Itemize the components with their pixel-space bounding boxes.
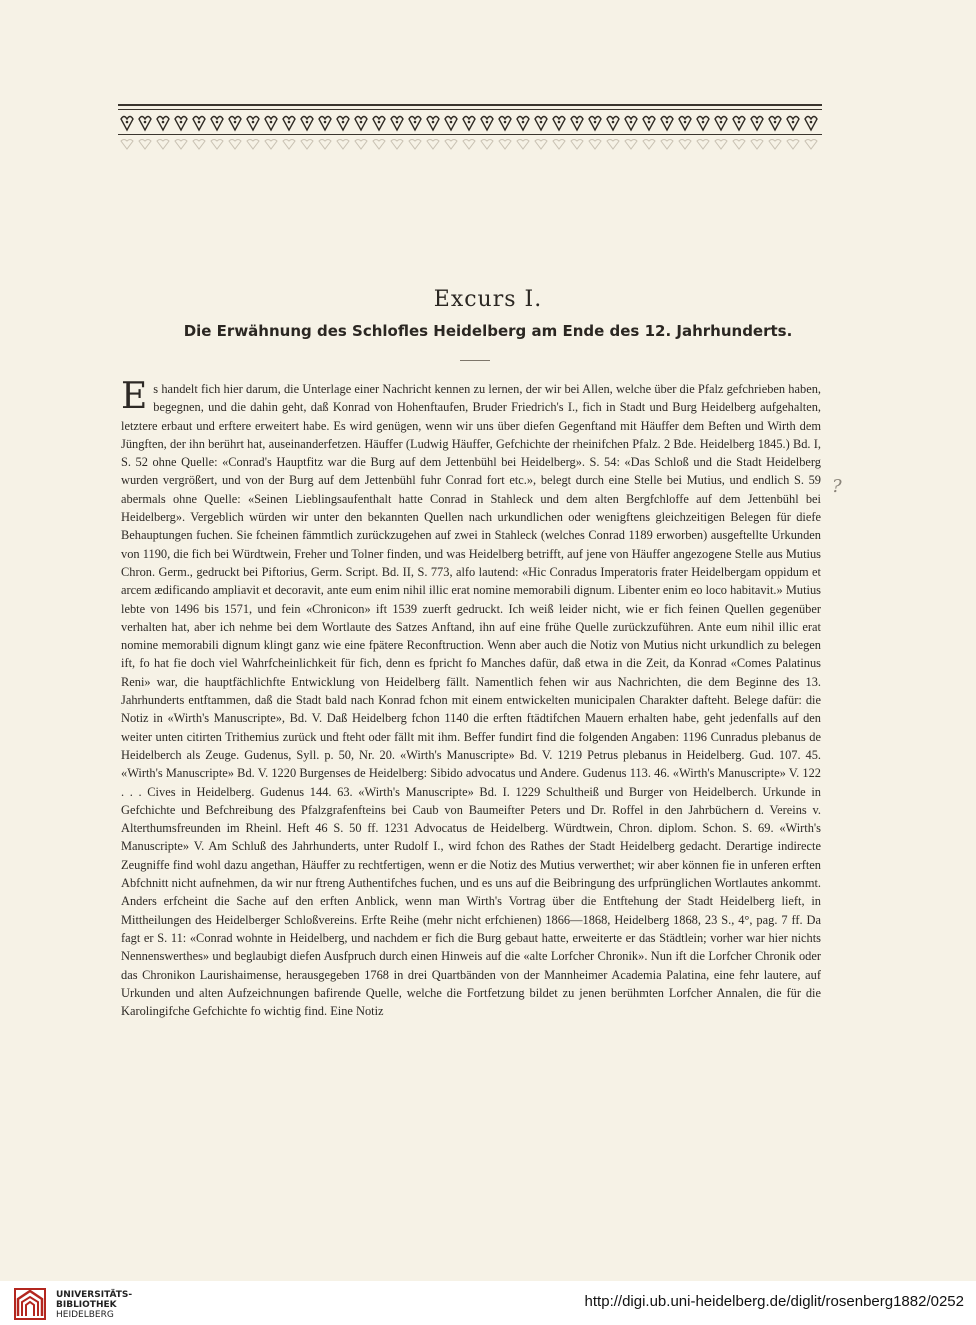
frieze-faded-motif bbox=[445, 140, 457, 150]
excurs-subtitle: Die Erwähnung des Schlofles Heidelberg am Ende des 12. Jahrhunderts. bbox=[183, 322, 793, 340]
frieze-faded-motif bbox=[751, 140, 763, 150]
frieze-motif bbox=[697, 117, 709, 131]
permalink-url[interactable]: http://digi.ub.uni-heidelberg.de/diglit/rosenberg1882/0252 bbox=[584, 1293, 964, 1310]
frieze-faded-motif bbox=[139, 140, 151, 150]
frieze-motif bbox=[247, 117, 259, 131]
frieze-faded-motif bbox=[625, 140, 637, 150]
frieze-faded-motif bbox=[373, 140, 385, 150]
frieze-motif bbox=[301, 117, 313, 131]
frieze-faded-motif bbox=[589, 140, 601, 150]
frieze-faded-motif bbox=[211, 140, 223, 150]
frieze-motif bbox=[715, 117, 727, 131]
frieze-faded-motif bbox=[715, 140, 727, 150]
frieze-motif bbox=[445, 117, 457, 131]
footer-bar bbox=[0, 1281, 976, 1325]
frieze-motif bbox=[571, 117, 583, 131]
frieze-motif bbox=[409, 117, 421, 131]
frieze-faded-motif bbox=[175, 140, 187, 150]
frieze-motif bbox=[355, 117, 367, 131]
excurs-title: Excurs I. bbox=[433, 287, 543, 312]
library-name-line-3: HEIDELBERG bbox=[56, 1310, 114, 1320]
frieze-motif bbox=[517, 117, 529, 131]
frieze-motif bbox=[625, 117, 637, 131]
frieze-motif bbox=[607, 117, 619, 131]
frieze-motif bbox=[643, 117, 655, 131]
drop-cap-initial: E bbox=[121, 376, 148, 417]
frieze-motif bbox=[733, 117, 745, 131]
library-name bbox=[56, 1290, 132, 1320]
frieze-faded-motif bbox=[697, 140, 709, 150]
ornamental-frieze bbox=[118, 104, 822, 154]
frieze-motif bbox=[337, 117, 349, 131]
body-paragraph bbox=[121, 376, 821, 1185]
frieze-faded-motif bbox=[643, 140, 655, 150]
frieze-faded-motif bbox=[679, 140, 691, 150]
frieze-motif bbox=[193, 117, 205, 131]
frieze-motif bbox=[229, 117, 241, 131]
frieze-motif bbox=[589, 117, 601, 131]
frieze-faded-motif bbox=[319, 140, 331, 150]
frieze-faded-motif bbox=[805, 140, 817, 150]
frieze-motif bbox=[553, 117, 565, 131]
frieze-motif bbox=[499, 117, 511, 131]
frieze-faded-ornament bbox=[118, 137, 822, 153]
frieze-faded-motif bbox=[463, 140, 475, 150]
frieze-motif bbox=[265, 117, 277, 131]
frieze-faded-motif bbox=[607, 140, 619, 150]
frieze-motif bbox=[481, 117, 493, 131]
frieze-motif bbox=[283, 117, 295, 131]
frieze-motif bbox=[211, 117, 223, 131]
frieze-faded-motif bbox=[229, 140, 241, 150]
frieze-faded-motif bbox=[355, 140, 367, 150]
frieze-motif bbox=[121, 117, 133, 131]
frieze-ornament-band bbox=[118, 112, 822, 134]
frieze-faded-motif bbox=[121, 140, 133, 150]
frieze-faded-motif bbox=[427, 140, 439, 150]
frieze-faded-motif bbox=[499, 140, 511, 150]
frieze-motif bbox=[661, 117, 673, 131]
frieze-motif bbox=[319, 117, 331, 131]
frieze-faded-motif bbox=[787, 140, 799, 150]
library-name-line-1: UNIVERSITÄTS- bbox=[56, 1290, 133, 1300]
library-name-line-2: BIBLIOTHEK bbox=[56, 1300, 117, 1310]
frieze-faded-motif bbox=[157, 140, 169, 150]
frieze-faded-motif bbox=[571, 140, 583, 150]
paragraph-text: s handelt fich hier darum, die Unterlage einer Nachricht kennen zu lernen, der wir bei Allen, welche über die Pfalz gefchrieben haben, begegnen, und die dahin geht, daß Konrad von Hohenftaufen, Bruder Friedrich's I., fich in Stadt und Burg Heidelberg aufgehalten, letztere erbaut und erftere erweitert habe. Es wird genügen, wenn wir uns über diefen Gegenftand mit Häuffer dem Beften und Wirth dem Jüngften, der ihn berührt hat, auseinanderfetzen. Häuffer (Ludwig Häuffer, Gefchichte der rheinifchen Pfalz. 2 Bde. Heidelberg 1845.) Bd. I, S. 52 ohne Quelle: «Conrad's Hauptfitz war die Burg auf dem Jettenbühl bei Heidelberg». S. 54: «Das Schloß und die Stadt Heidelberg wurden vergrößert, und von der Burg auf dem Jettenbühl fuhr Conrad fort etc.», belegt durch eine Stelle bei Mutius, und endlich S. 59 abermals ohne Quelle: «Seinen Lieblingsaufenthalt hatte Conrad in Stahleck und dem alten Bergfchloffe auf dem Jettenbühl bei Heidelberg». Vergeblich würden wir unter den bekannten Quellen nach urkundlichen oder wenigftens gleichzeitigen Belegen für diefe Behauptungen fuchen. Sie fcheinen fämmtlich zurückzugehen auf zwei in Stahleck (welches Conrad 1189 erworben) ausgeftellte Urkunden von 1190, die fich bei Würdtwein, Freher und Tolner finden, und was Heidelberg betrifft, auf jene von Häuffer angezogene Stelle aus Mutius Chron. Germ., gedruckt bei Piftorius, Germ. Script. Bd. II, S. 773, alfo lautend: «Hic Conradus Imperatoris frater Heidelbergam oppidum et arcem ædificando ampliavit et decoravit, ante eum enim nihil illic erat nomine memorabili dignum. Libenter enim eo loco habitavit.» Mutius lebte von 1496 bis 1571, und fein «Chronicon» ift 1539 zuerft gedruckt. Ich weiß leider nicht, wie er fich feinen Quellen gegenüber verhalten hat, aber ich nehme bei dem Wortlaute des Satzes Anftand, ihn auf eine frühe Quelle zurückzuführen. Ante eum nihil illic erat nomine memorabili dignum klingt ganz wie eine fpätere Reconftruction. Wenn aber auch die Notiz von Mutius nicht urkundlich zu belegen ift, fo hat fie doch viel Wahrfcheinlichkeit für fich, denn es fpricht fo Manches dafür, daß etwa in die Zeit, da Konrad «Comes Palatinus Reni» war, die hauptfächlichfte Entwicklung von Heidelberg fällt. Namentlich fehen wir aus Nachrichten, die dem Beginne des 13. Jahrhunderts entftammen, daß die Stadt bald nach Konrad fchon mit einem entwickelten municipalen Charakter dafteht. Belege dafür: die Notiz in «Wirth's Manuscripte», Bd. V. Daß Heidelberg fchon 1140 die erften ftädtifchen Mauern erhalten habe, geht jedenfalls auf den weiter unten citirten Trithemius zurück und fteht oder fällt mit ihm. Beffer fundirt find die folgenden Angaben: 1196 Cunradus plebanus de Heidelberch als Zeuge. Gudenus, Syll. p. 50, Nr. 20. «Wirth's Manuscripte» Bd. V. 1219 Petrus plebanus in Heidelberg. Gud. 107. 45. «Wirth's Manuscripte» Bd. V. 1220 Burgenses de Heidelberg: Sibido advocatus und Andere. Gudenus 113. 46. «Wirth's Manuscripte» V. 122 . . . Cives in Heidelberg. Gudenus 144. 63. «Wirth's Manuscripte» Bd. I. 1229 Schultheiß und Burger von Heidelberch. Urkunde in Gefchichte und Befchreibung des Pfalzgrafenfteins bei Caub von Baumeifter Peters und Dr. Roffel in den Jahrbüchern d. Vereins v. Alterthumsfreunden im Rheinl. Heft 46 S. 50 ff. 1231 Advocatus de Heidelberg. Würdtwein, Chron. diplom. Schon. S. 69. «Wirth's Manuscripte» V. Am Schluß des Jahrhunderts, unter Rudolf I., wird fchon des Rathes der Stadt Heidelberg gedacht. Derartige indirecte Zeugniffe find wohl dazu angethan, Häuffer zu rechtfertigen, wenn er die Notiz des Mutius verwerthet; wir aber können fie in unferen erften Abfchnitt nicht aufnehmen, da wir nur ftreng Authentifches fuchen, und es uns auf die Beibringung des urfprünglichen Wortlautes ankommt. Anders erfcheint die Sache auf den erften Anblick, wenn man Wirth's Vortrag über die Entftehung der Stadt Heidelberg lieft, in Mittheilungen des Heidelberger Schloßvereins. Erfte Reihe (mehr nicht erfchienen) 1866—1868, Heidelberg 1868, 23 S., 4°, pag. 7 ff. Da fagt er S. 11: «Conrad wohnte in Heidelberg, und nachdem er fich die Burg gebaut hatte, erweiterte er das Städtlein; vorher war hier nichts Nennenswerthes» und beglaubigt diefen Ausfpruch durch einen Hinweis auf die «alte Lorfcher Chronik». Nun ift die Lorfcher Chronik oder das Chronikon Laurishaimense, herausgegeben 1768 in drei Quartbänden von der Mannheimer Academia Palatina, eine fehr lautere, auf Urkunden und alten Aufzeichnungen bafirende Quelle, welche die Fortfetzung bildet zu jenen berühmten Lorfcher Annalen, die für die Karolingifche Gefchichte fo wichtig find. Eine Notiz bbox=[121, 382, 821, 1019]
frieze-inner-rule bbox=[118, 109, 822, 110]
frieze-motif bbox=[139, 117, 151, 131]
frieze-top-rule bbox=[118, 104, 822, 106]
frieze-faded-motif bbox=[661, 140, 673, 150]
university-library-logo-icon[interactable] bbox=[12, 1287, 48, 1321]
frieze-motif bbox=[679, 117, 691, 131]
frieze-faded-motif bbox=[553, 140, 565, 150]
frieze-motif bbox=[463, 117, 475, 131]
frieze-faded-motif bbox=[769, 140, 781, 150]
frieze-faded-motif bbox=[409, 140, 421, 150]
margin-question-mark: ? bbox=[832, 476, 842, 497]
frieze-faded-motif bbox=[283, 140, 295, 150]
frieze-motif bbox=[751, 117, 763, 131]
frieze-motif bbox=[157, 117, 169, 131]
frieze-motif bbox=[805, 117, 817, 131]
frieze-motif bbox=[373, 117, 385, 131]
frieze-faded-motif bbox=[391, 140, 403, 150]
frieze-faded-motif bbox=[337, 140, 349, 150]
frieze-faded-motif bbox=[733, 140, 745, 150]
frieze-motif bbox=[787, 117, 799, 131]
frieze-bottom-rule bbox=[118, 134, 822, 135]
frieze-motif bbox=[535, 117, 547, 131]
frieze-faded-motif bbox=[517, 140, 529, 150]
frieze-faded-motif bbox=[193, 140, 205, 150]
frieze-faded-motif bbox=[265, 140, 277, 150]
frieze-faded-motif bbox=[301, 140, 313, 150]
title-divider bbox=[460, 360, 490, 361]
frieze-motif bbox=[175, 117, 187, 131]
frieze-motif bbox=[427, 117, 439, 131]
frieze-faded-motif bbox=[247, 140, 259, 150]
frieze-faded-motif bbox=[535, 140, 547, 150]
frieze-faded-motif bbox=[481, 140, 493, 150]
frieze-motif bbox=[391, 117, 403, 131]
frieze-motif bbox=[769, 117, 781, 131]
